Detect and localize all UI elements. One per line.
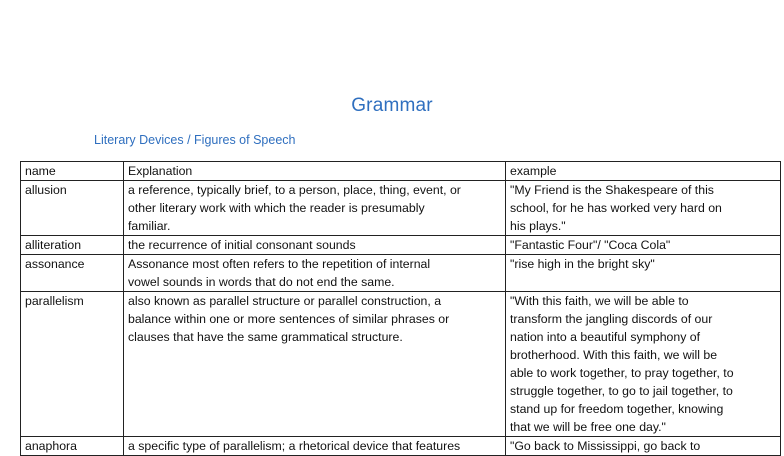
term-example: "With this faith, we will be able to transform the jangling discords of our nation into a beautiful symphony of brotherhood. With this faith, we will be able to work together, to pray together, to struggle together, to go to jail together, to stand up for freedom together, knowing that we will be free one day." — [506, 292, 781, 437]
term-example: "My Friend is the Shakespeare of this school, for he has worked very hard on his plays." — [506, 181, 781, 236]
header-name: name — [21, 162, 124, 181]
table-row — [21, 181, 781, 236]
term-name: assonance — [21, 255, 124, 292]
header-explanation: Explanation — [124, 162, 506, 181]
term-explanation: the recurrence of initial consonant sounds — [124, 236, 506, 255]
table-row — [21, 292, 781, 437]
table-header-row — [21, 162, 781, 181]
document-subtitle: Literary Devices / Figures of Speech — [94, 133, 296, 147]
term-example: "Go back to Mississippi, go back to — [506, 437, 781, 456]
term-explanation: a specific type of parallelism; a rhetorical device that features — [124, 437, 506, 456]
literary-devices-table — [20, 161, 781, 456]
term-name: parallelism — [21, 292, 124, 437]
term-explanation: also known as parallel structure or parallel construction, a balance within one or more sentences of similar phrases or clauses that have the same grammatical structure. — [124, 292, 506, 437]
term-example: "Fantastic Four"/ "Coca Cola" — [506, 236, 781, 255]
table-row — [21, 236, 781, 255]
header-example: example — [506, 162, 781, 181]
term-name: allusion — [21, 181, 124, 236]
term-explanation: Assonance most often refers to the repetition of internal vowel sounds in words that do not end the same. — [124, 255, 506, 292]
table-row — [21, 255, 781, 292]
document-title: Grammar — [351, 95, 433, 116]
term-name: anaphora — [21, 437, 124, 456]
term-name: alliteration — [21, 236, 124, 255]
term-explanation: a reference, typically brief, to a person, place, thing, event, or other literary work with which the reader is presumably familiar. — [124, 181, 506, 236]
table-row — [21, 437, 781, 456]
term-example: "rise high in the bright sky" — [506, 255, 781, 292]
